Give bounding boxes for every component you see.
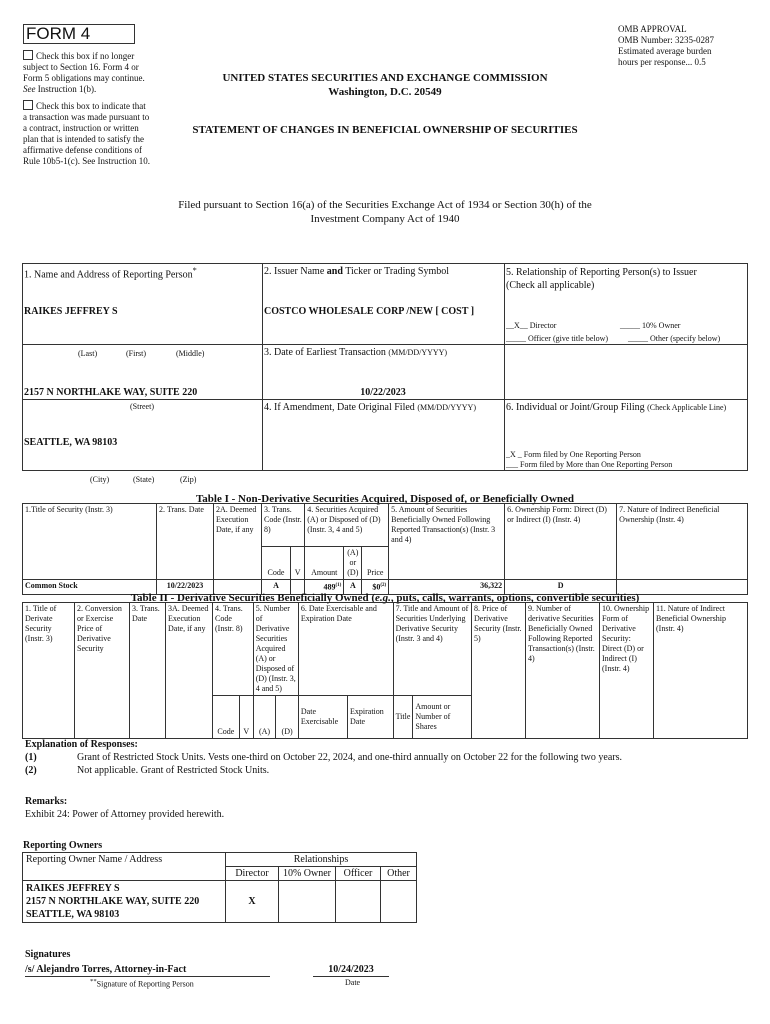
street-address: 2157 N NORTHLAKE WAY, SUITE 220 — [24, 387, 198, 398]
table-row — [23, 881, 417, 923]
t1-sub-code: Code — [262, 547, 291, 580]
statement-title: STATEMENT OF CHANGES IN BENEFICIAL OWNERSHIP OF SECURITIES — [192, 124, 578, 136]
t1-sub-price: Price — [362, 547, 389, 580]
owners-col-rel: Relationships — [226, 853, 417, 867]
t1-price: $0$^{(2)}$ — [362, 580, 389, 595]
form-title: FORM 4 — [26, 24, 91, 43]
agency-city: Washington, D.C. 20549 — [328, 86, 442, 98]
street-label: (Street) — [130, 402, 154, 411]
form-title-box — [23, 24, 135, 44]
t1-code: A — [262, 580, 291, 595]
owners-col-name: Reporting Owner Name / Address — [23, 853, 226, 881]
table1 — [22, 503, 748, 595]
earliest-date: 10/22/2023 — [360, 387, 406, 398]
t2-h1: 1. Title of Derivate Security (Instr. 3) — [23, 603, 75, 739]
t1-h5: 5. Amount of Securities Beneficially Owned Following Reported Transaction(s) (Instr. 3 and 4) — [389, 504, 505, 580]
t2-h4: 4. Trans. Code (Instr. 8) — [213, 603, 254, 696]
t1-date: 10/22/2023 — [157, 580, 214, 595]
t2-h7: 7. Title and Amount of Securities Underlying Derivative Security (Instr. 3 and 4) — [393, 603, 471, 696]
issuer-label: 2. Issuer Name and Ticker or Trading Symbol — [264, 266, 450, 277]
t2-h3: 3. Trans. Date — [130, 603, 166, 739]
reporting-person-name: RAIKES JEFFREY S — [24, 306, 118, 317]
t2-sub-date-ex: Date Exercisable — [298, 696, 347, 739]
city-state-zip: SEATTLE, WA 98103 — [24, 437, 118, 448]
t2-sub-amount: Amount or Number of Shares — [413, 696, 472, 739]
reporting-person-label: 1. Name and Address of Reporting Person* — [24, 266, 197, 281]
t2-sub-exp: Expiration Date — [348, 696, 394, 739]
t2-h11: 11. Nature of Indirect Beneficial Ownership (Instr. 4) — [654, 603, 748, 739]
signature-label: **Signature of Reporting Person — [90, 978, 194, 989]
city-label: (City) — [90, 475, 110, 484]
t2-sub-d: (D) — [276, 696, 299, 739]
officer-checkline: _____ Officer (give title below) — [506, 334, 609, 343]
date-label: Date — [345, 978, 361, 987]
t2-sub-code: Code — [213, 696, 240, 739]
other-checkline: _____ Other (specify below) — [628, 334, 721, 343]
group-filing-label: 6. Individual or Joint/Group Filing (Check Applicable Line) — [506, 402, 727, 413]
earliest-date-label: 3. Date of Earliest Transaction (MM/DD/YYYY) — [264, 347, 448, 358]
table2 — [22, 602, 748, 739]
top-grid — [22, 263, 748, 471]
remarks-text: Exhibit 24: Power of Attorney provided herewith. — [25, 809, 225, 820]
t1-security: Common Stock — [23, 580, 157, 595]
ten-pct-checkline: _____ 10% Owner — [620, 321, 681, 330]
middle-label: (Middle) — [176, 349, 205, 358]
zip-label: (Zip) — [180, 475, 197, 484]
t2-h2: 2. Conversion or Exercise Price of Derivative Security — [75, 603, 130, 739]
explanation-list — [25, 751, 745, 777]
t1-sub-aord: (A) or (D) — [344, 547, 362, 580]
agency-name: UNITED STATES SECURITIES AND EXCHANGE COMMISSION — [222, 72, 548, 84]
checkbox-10b5: Check this box to indicate that a transaction was made pursuant to a contract, instruction or written plan that is intended to satisfy the affirmative defense conditions of Rule 10b5-1(c). See Instruction 10. — [23, 101, 150, 166]
t1-owned: 36,322 — [389, 580, 505, 595]
filed-pursuant: Filed pursuant to Section 16(a) of the Securities Exchange Act of 1934 or Section 30(h) of the Investment Company Act of 1940 — [178, 199, 592, 225]
t1-amount: 489$^{(1)}$ — [305, 580, 344, 595]
signature-date: 10/24/2023 — [313, 964, 389, 977]
t1-form: D — [505, 580, 617, 595]
section16-checkbox[interactable] — [23, 50, 33, 60]
remarks-heading: Remarks: — [25, 796, 68, 807]
table1-title: Table I - Non-Derivative Securities Acquired, Disposed of, or Beneficially Owned — [195, 493, 575, 505]
t1-h1: 1.Title of Security (Instr. 3) — [23, 504, 157, 580]
t2-h5: 5. Number of Derivative Securities Acquired (A) or Disposed of (D) (Instr. 3, 4 and 5) — [253, 603, 298, 696]
t2-h10: 10. Ownership Form of Derivative Security: Direct (D) or Indirect (I) (Instr. 4) — [600, 603, 654, 739]
t2-h6: 6. Date Exercisable and Expiration Date — [298, 603, 393, 696]
t1-sub-v: V — [290, 547, 304, 580]
checkbox-section16: Check this box if no longer subject to Section 16. Form 4 or Form 5 obligations may continue. See Instruction 1(b). — [23, 51, 145, 94]
relationship-label: 5. Relationship of Reporting Person(s) to Issuer (Check all applicable) — [506, 267, 697, 291]
rule10b5-checkbox[interactable] — [23, 100, 33, 110]
t2-sub-a: (A) — [253, 696, 276, 739]
owner-director-mark: X — [226, 881, 279, 923]
owner-name-address: RAIKES JEFFREY S 2157 N NORTHLAKE WAY, SUITE 220 SEATTLE, WA 98103 — [23, 881, 226, 923]
one-person-line: _X _ Form filed by One Reporting Person — [506, 450, 641, 459]
last-label: (Last) — [78, 349, 98, 358]
signer-name: /s/ Alejandro Torres, Attorney-in-Fact — [25, 964, 270, 977]
owners-col-officer: Officer — [336, 867, 381, 881]
amendment-label: 4. If Amendment, Date Original Filed (MM/DD/YYYY) — [264, 402, 476, 413]
first-label: (First) — [126, 349, 146, 358]
t1-aord: A — [344, 580, 362, 595]
t1-h6: 6. Ownership Form: Direct (D) or Indirect (I) (Instr. 4) — [505, 504, 617, 580]
t1-sub-amount: Amount — [305, 547, 344, 580]
more-person-line: ___ Form filed by More than One Reporting Person — [506, 460, 673, 469]
signatures-heading: Signatures — [25, 949, 71, 960]
t2-h8: 8. Price of Derivative Security (Instr. 5) — [472, 603, 526, 739]
owners-heading: Reporting Owners — [23, 840, 103, 851]
t2-h9: 9. Number of derivative Securities Beneficially Owned Following Reported Transaction(s) (Instr. 4) — [526, 603, 600, 739]
table2-title: Table II - Derivative Securities Beneficially Owned (e.g., puts, calls, warrants, options, convertible securities) — [130, 592, 640, 604]
issuer-name: COSTCO WHOLESALE CORP /NEW [ COST ] — [264, 306, 475, 317]
director-checkline: __X__ Director — [506, 321, 557, 330]
t2-h3a: 3A. Deemed Execution Date, if any — [166, 603, 213, 739]
t2-sub-v: V — [239, 696, 253, 739]
t1-h4: 4. Securities Acquired (A) or Disposed of (D) (Instr. 3, 4 and 5) — [305, 504, 389, 547]
t1-h2a: 2A. Deemed Execution Date, if any — [214, 504, 262, 580]
t1-h7: 7. Nature of Indirect Beneficial Ownership (Instr. 4) — [617, 504, 748, 580]
explanation-item: (1) Grant of Restricted Stock Units. Vests one-third on October 22, 2024, and one-third annually on October 22 for the following two years. — [25, 752, 622, 763]
t2-sub-title: Title — [393, 696, 413, 739]
state-label: (State) — [133, 475, 155, 484]
owners-col-director: Director — [226, 867, 279, 881]
explanation-heading: Explanation of Responses: — [25, 739, 138, 750]
explanation-item: (2) Not applicable. Grant of Restricted Stock Units. — [25, 765, 270, 776]
omb-approval: OMB APPROVAL OMB Number: 3235-0287 Estimated average burden hours per response... 0.5 — [618, 24, 714, 67]
owners-col-ten: 10% Owner — [279, 867, 336, 881]
t1-h3: 3. Trans. Code (Instr. 8) — [262, 504, 305, 547]
owners-table — [22, 852, 417, 923]
owners-col-other: Other — [381, 867, 417, 881]
t1-h2: 2. Trans. Date — [157, 504, 214, 580]
